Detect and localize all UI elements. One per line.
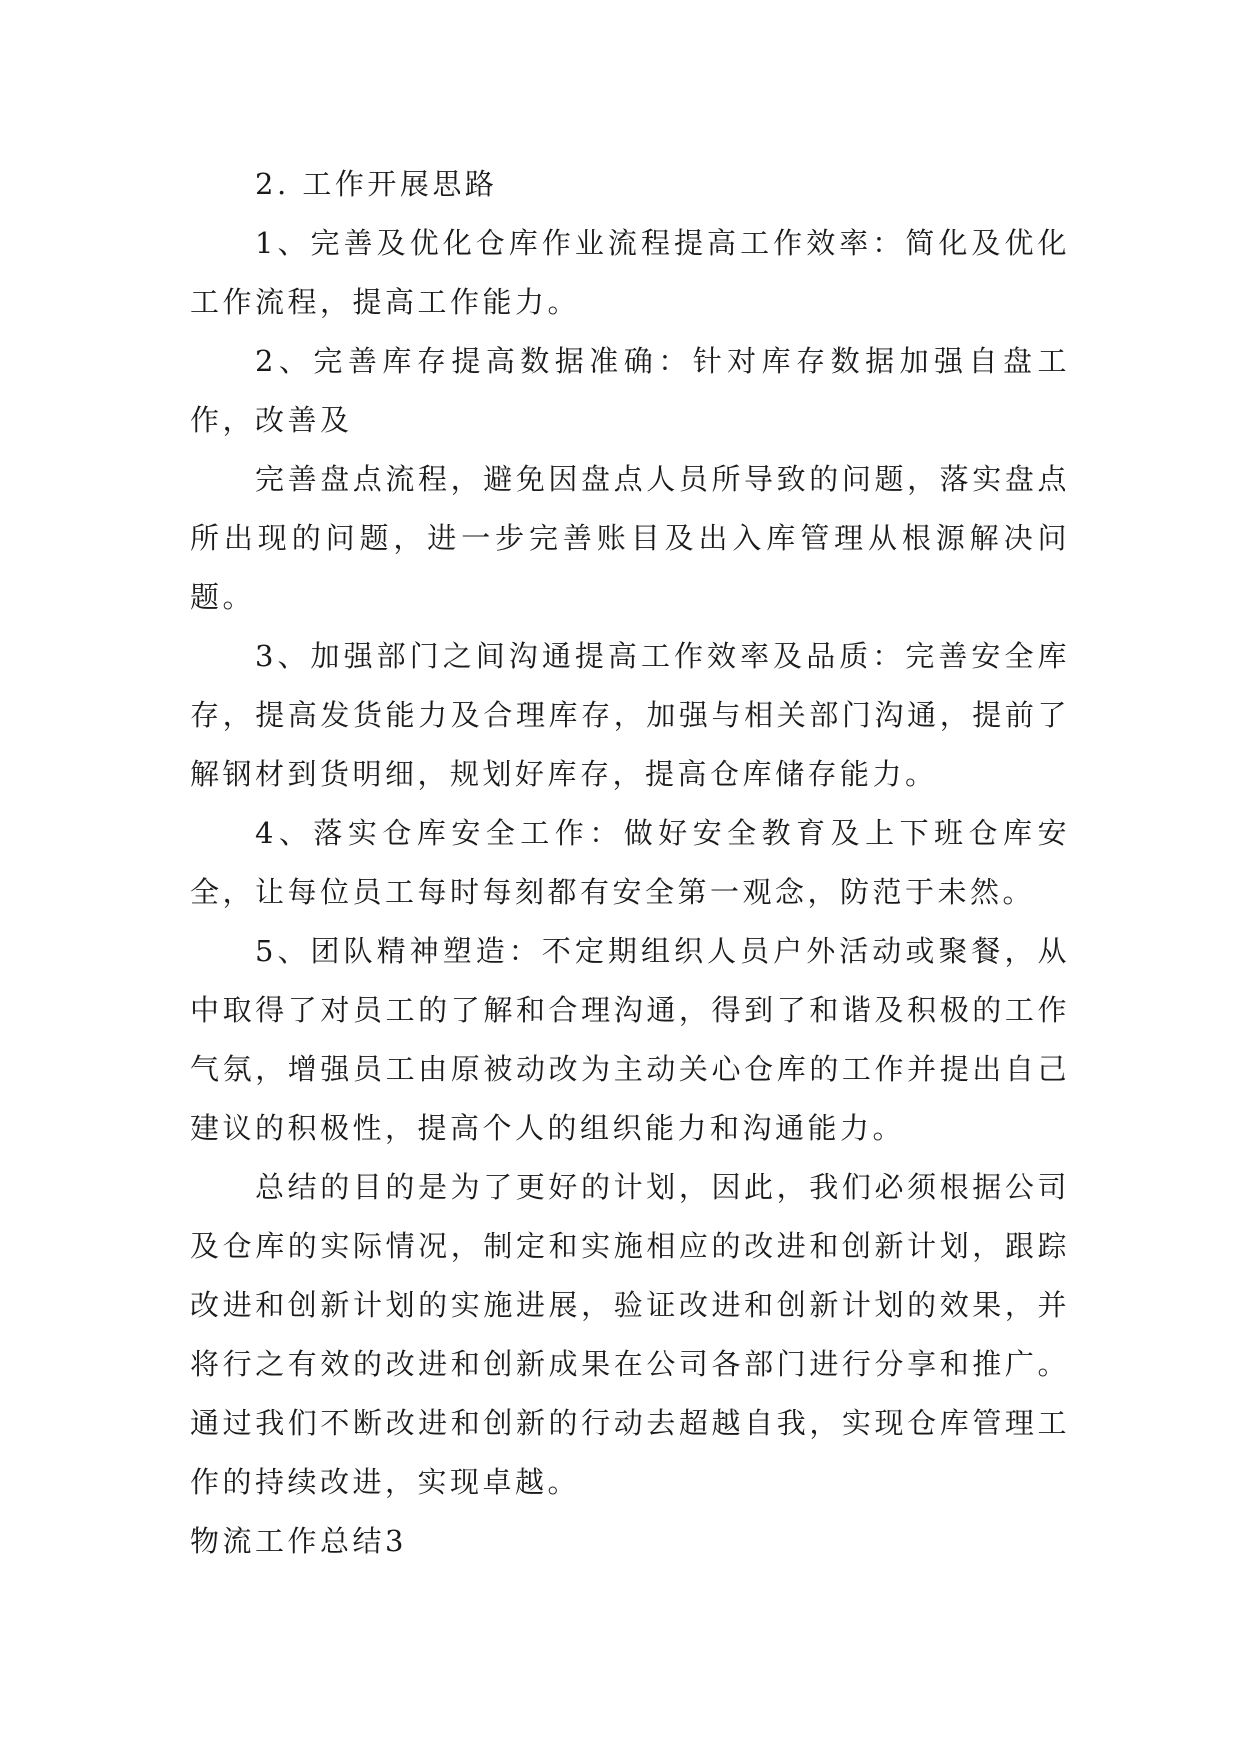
paragraph-3: 3、加强部门之间沟通提高工作效率及品质：完善安全库存，提高发货能力及合理库存，加强与相关部门沟通，提前了解钢材到货明细，规划好库存，提高仓库储存能力。 xyxy=(190,639,1070,791)
paragraph-4: 4、落实仓库安全工作：做好安全教育及上下班仓库安全，让每位员工每时每刻都有安全第一观念，防范于未然。 xyxy=(190,816,1070,909)
section-heading: 2. 工作开展思路 xyxy=(255,167,498,201)
paragraph-1: 1、完善及优化仓库作业流程提高工作效率：简化及优化工作流程，提高工作能力。 xyxy=(190,226,1070,319)
next-section-title: 物流工作总结3 xyxy=(190,1524,407,1558)
paragraph-2-continued: 完善盘点流程，避免因盘点人员所导致的问题，落实盘点所出现的问题，进一步完善账目及出入库管理从根源解决问题。 xyxy=(190,462,1070,614)
paragraph-summary: 总结的目的是为了更好的计划，因此，我们必须根据公司及仓库的实际情况，制定和实施相应的改进和创新计划，跟踪改进和创新计划的实施进展，验证改进和创新计划的效果，并将行之有效的改进和创新成果在公司各部门进行分享和推广。通过我们不断改进和创新的行动去超越自我，实现仓库管理工作的持续改进，实现卓越。 xyxy=(190,1170,1070,1499)
paragraph-5: 5、团队精神塑造：不定期组织人员户外活动或聚餐，从中取得了对员工的了解和合理沟通，得到了和谐及积极的工作气氛，增强员工由原被动改为主动关心仓库的工作并提出自己建议的积极性，提高个人的组织能力和沟通能力。 xyxy=(190,934,1070,1145)
paragraph-2: 2、完善库存提高数据准确：针对库存数据加强自盘工作，改善及 xyxy=(190,344,1070,437)
